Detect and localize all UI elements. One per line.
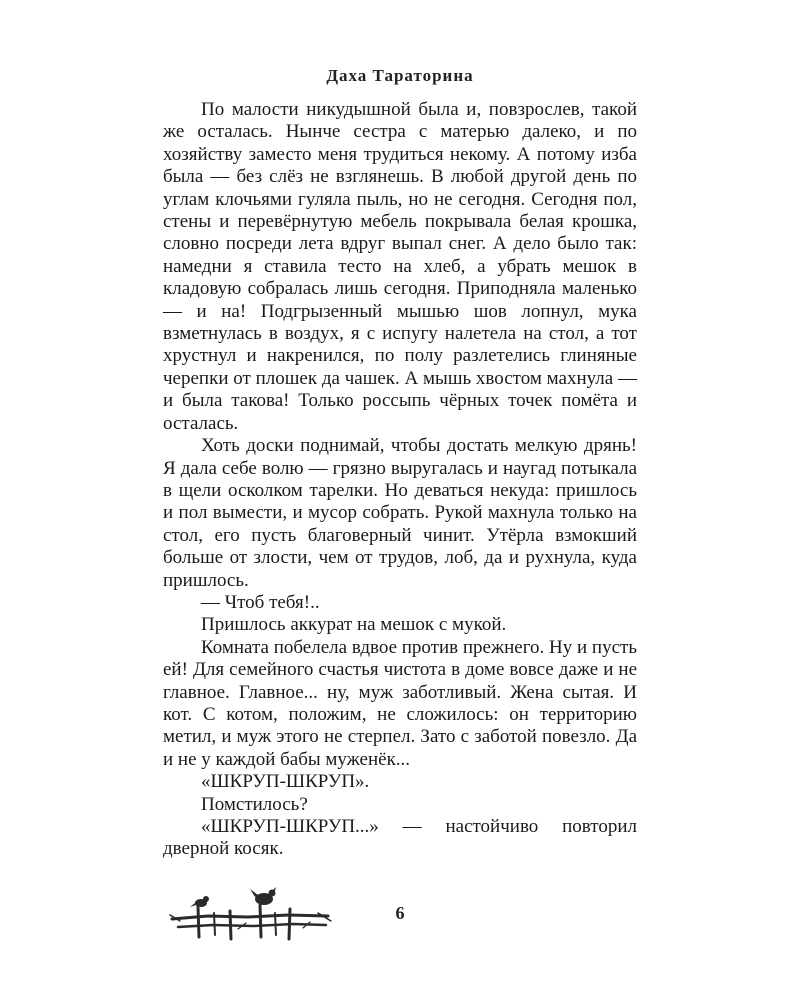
paragraph: По малости никудышной была и, повзрослев, такой же осталась. Нынче сестра с матерью далеко, и по хозяйству заместо меня трудиться некому. А потому изба была — без слёз не взглянешь. В любой другой день по углам клочьями гуляла пыль, но не сегодня. Сегодня пол, стены и перевёрнутую мебель покрывала белая крошка, словно посреди лета вдруг выпал снег. А дело было так: намедни я ставила тесто на хлеб, а убрать мешок в кладовую собралась лишь сегодня. Приподняла маленько — и на! Подгрызенный мышью шов лопнул, мука взметнулась в воздух, я с испугу налетела на стол, а тот хрустнул и накренился, по полу разлетелись глиняные черепки от плошек да чашек. А мышь хвостом махнула — и была такова! Только россыпь чёрных точек помёта и осталась. [163,99,637,434]
paragraph: Комната побелела вдвое против прежнего. Ну и пусть ей! Для семейного счастья чистота в доме вовсе даже и не главное. Главное... ну, муж заботливый. Жена сытая. И кот. С котом, положим, не сложилось: он территорию метил, и муж этого не стерпел. Зато с заботой повезло. Да и не у каждой бабы муженёк... [163,636,637,770]
paragraph: — Чтоб тебя!.. [201,591,320,613]
running-head-title: Даха Тараторина [326,66,474,85]
body-text [163,99,637,861]
paragraph: Хоть доски поднимай, чтобы достать мелкую дрянь! Я дала себе волю — грязно выругалась и наугад потыкала в щели осколком тарелки. Но деваться некуда: пришлось и пол вымести, и мусор собрать. Рукой махнула только на стол, его пусть благоверный чинит. Утёрла взмокший больше от злости, чем от трудов, лоб, да и рухнула, куда пришлось. [163,435,637,591]
paragraph: Пришлось аккурат на мешок с мукой. [201,614,507,636]
paragraph: «ШКРУП-ШКРУП». [201,771,370,793]
paragraph: Помстилось? [201,793,308,815]
paragraph: «ШКРУП-ШКРУП...» — настойчиво повторил дверной косяк. [163,816,637,860]
page-number: 6 [395,903,405,923]
